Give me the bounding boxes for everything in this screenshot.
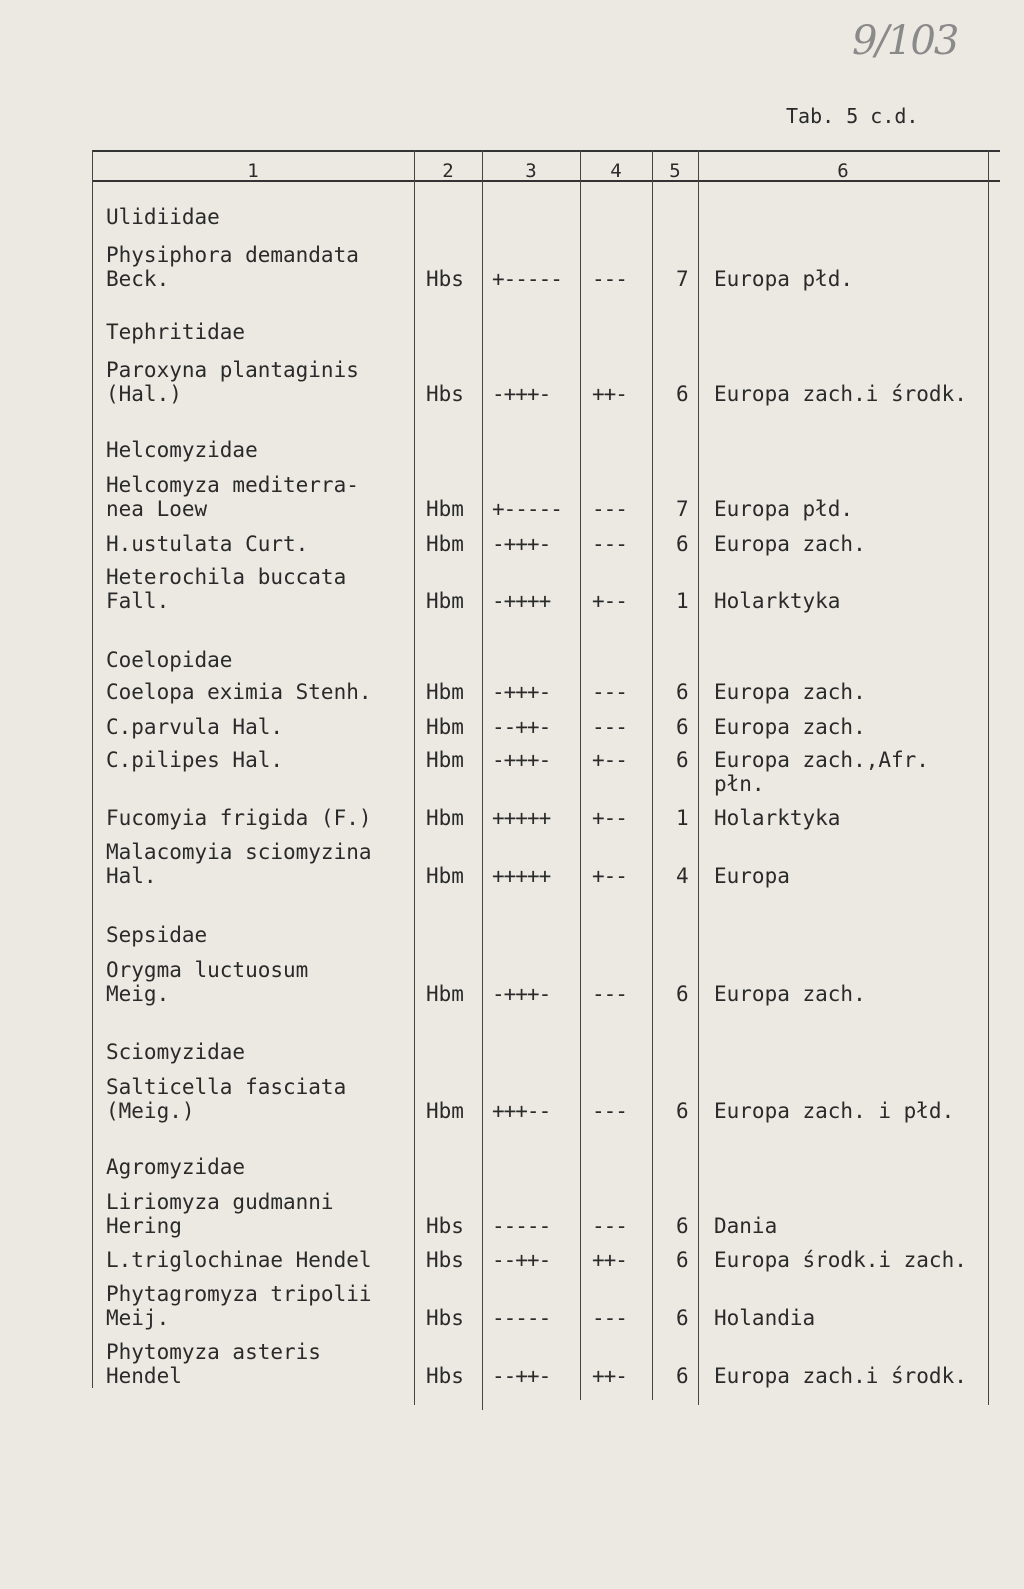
occurrence-pattern-2: --- <box>592 532 627 556</box>
range-code: 6 <box>676 715 689 739</box>
species-author: (Hal.) <box>106 382 182 406</box>
column-header-2: 2 <box>442 160 454 182</box>
occurrence-pattern: +++++ <box>492 864 551 888</box>
col-border-1 <box>414 150 415 1405</box>
species-name: Phytomyza asteris <box>106 1340 321 1364</box>
distribution: Europa zach. <box>714 680 866 704</box>
family-heading: Sepsidae <box>106 923 208 947</box>
species-name: Paroxyna plantaginis <box>106 358 359 382</box>
occurrence-pattern-2: --- <box>592 982 627 1006</box>
col-border-right <box>988 150 989 1405</box>
species-author: Beck. <box>106 267 170 291</box>
occurrence-pattern-2: --- <box>592 680 627 704</box>
family-heading: Sciomyzidae <box>106 1040 246 1064</box>
occurrence-pattern-2: +-- <box>592 864 627 888</box>
table-top-rule <box>92 150 1000 152</box>
species-name: Malacomyia sciomyzina <box>106 840 372 864</box>
habitat-code: Hbs <box>426 1248 464 1272</box>
occurrence-pattern: +++++ <box>492 806 551 830</box>
habitat-code: Hbm <box>426 497 464 521</box>
habitat-code: Hbm <box>426 1099 464 1123</box>
distribution: Europa zach. <box>714 532 866 556</box>
species-name: Helcomyza mediterra- <box>106 473 359 497</box>
occurrence-pattern-2: --- <box>592 1099 627 1123</box>
range-code: 6 <box>676 532 689 556</box>
distribution: Europa zach. <box>714 715 866 739</box>
col-border-3 <box>580 150 581 1400</box>
col-border-left <box>92 150 93 1388</box>
range-code: 6 <box>676 1306 689 1330</box>
range-code: 6 <box>676 1099 689 1123</box>
habitat-code: Hbs <box>426 1214 464 1238</box>
habitat-code: Hbm <box>426 680 464 704</box>
occurrence-pattern-2: +-- <box>592 806 627 830</box>
page-number: 9/103 <box>852 18 958 64</box>
habitat-code: Hbm <box>426 532 464 556</box>
species-author: nea Loew <box>106 497 208 521</box>
column-header-6: 6 <box>837 160 849 182</box>
species-name: H.ustulata Curt. <box>106 532 309 556</box>
occurrence-pattern: +----- <box>492 497 562 521</box>
occurrence-pattern: ----- <box>492 1306 551 1330</box>
species-author: Hering <box>106 1214 182 1238</box>
column-header-3: 3 <box>525 160 537 182</box>
col-border-5 <box>698 150 699 1405</box>
range-code: 6 <box>676 680 689 704</box>
occurrence-pattern: --++- <box>492 1248 551 1272</box>
family-heading: Ulidiidae <box>106 205 220 229</box>
occurrence-pattern-2: --- <box>592 1306 627 1330</box>
distribution: Dania <box>714 1214 778 1238</box>
range-code: 6 <box>676 1364 689 1388</box>
species-name: Heterochila buccata <box>106 565 347 589</box>
species-author: Meij. <box>106 1306 170 1330</box>
occurrence-pattern: -+++- <box>492 382 551 406</box>
habitat-code: Hbs <box>426 382 464 406</box>
occurrence-pattern-2: --- <box>592 497 627 521</box>
occurrence-pattern: --++- <box>492 715 551 739</box>
distribution: Europa <box>714 864 790 888</box>
table-label: Tab. 5 c.d. <box>786 104 919 128</box>
distribution: Europa zach. i płd. <box>714 1099 955 1123</box>
distribution-continued: płn. <box>714 772 765 796</box>
family-heading: Tephritidae <box>106 320 246 344</box>
species-author: Hendel <box>106 1364 182 1388</box>
species-author: Hal. <box>106 864 157 888</box>
species-name: Fucomyia frigida (F.) <box>106 806 372 830</box>
habitat-code: Hbm <box>426 806 464 830</box>
habitat-code: Hbm <box>426 982 464 1006</box>
habitat-code: Hbm <box>426 589 464 613</box>
species-name: L.triglochinae Hendel <box>106 1248 372 1272</box>
species-name: C.parvula Hal. <box>106 715 284 739</box>
occurrence-pattern-2: ++- <box>592 1248 627 1272</box>
family-heading: Coelopidae <box>106 648 233 672</box>
range-code: 6 <box>676 748 689 772</box>
family-heading: Agromyzidae <box>106 1155 246 1179</box>
distribution: Holarktyka <box>714 589 841 613</box>
occurrence-pattern-2: --- <box>592 1214 627 1238</box>
occurrence-pattern-2: --- <box>592 267 627 291</box>
habitat-code: Hbs <box>426 1364 464 1388</box>
species-author: Meig. <box>106 982 170 1006</box>
distribution: Europa zach.i środk. <box>714 1364 967 1388</box>
column-header-1: 1 <box>247 160 259 182</box>
species-author: Fall. <box>106 589 170 613</box>
species-author: (Meig.) <box>106 1099 195 1123</box>
occurrence-pattern: -+++- <box>492 982 551 1006</box>
species-table <box>92 150 1000 1410</box>
range-code: 1 <box>676 806 689 830</box>
habitat-code: Hbs <box>426 1306 464 1330</box>
range-code: 1 <box>676 589 689 613</box>
species-name: Orygma luctuosum <box>106 958 309 982</box>
occurrence-pattern: --++- <box>492 1364 551 1388</box>
range-code: 6 <box>676 1214 689 1238</box>
species-name: Liriomyza gudmanni <box>106 1190 334 1214</box>
occurrence-pattern-2: ++- <box>592 1364 627 1388</box>
habitat-code: Hbm <box>426 748 464 772</box>
occurrence-pattern: ----- <box>492 1214 551 1238</box>
distribution: Europa środk.i zach. <box>714 1248 967 1272</box>
occurrence-pattern: -+++- <box>492 532 551 556</box>
occurrence-pattern: +----- <box>492 267 562 291</box>
distribution: Europa płd. <box>714 267 854 291</box>
distribution: Holandia <box>714 1306 816 1330</box>
distribution: Europa płd. <box>714 497 854 521</box>
column-header-5: 5 <box>669 160 681 182</box>
range-code: 4 <box>676 864 689 888</box>
col-border-4 <box>652 150 653 1400</box>
occurrence-pattern: +++-- <box>492 1099 551 1123</box>
species-name: Salticella fasciata <box>106 1075 347 1099</box>
range-code: 7 <box>676 497 689 521</box>
occurrence-pattern-2: +-- <box>592 748 627 772</box>
distribution: Holarktyka <box>714 806 841 830</box>
distribution: Europa zach. <box>714 982 866 1006</box>
species-name: C.pilipes Hal. <box>106 748 284 772</box>
col-border-2 <box>482 150 483 1410</box>
range-code: 6 <box>676 382 689 406</box>
habitat-code: Hbm <box>426 864 464 888</box>
occurrence-pattern-2: --- <box>592 715 627 739</box>
occurrence-pattern-2: +-- <box>592 589 627 613</box>
species-name: Phytagromyza tripolii <box>106 1282 372 1306</box>
habitat-code: Hbm <box>426 715 464 739</box>
column-header-4: 4 <box>610 160 622 182</box>
range-code: 7 <box>676 267 689 291</box>
distribution: Europa zach.i środk. <box>714 382 967 406</box>
occurrence-pattern-2: ++- <box>592 382 627 406</box>
occurrence-pattern: -++++ <box>492 589 551 613</box>
species-name: Coelopa eximia Stenh. <box>106 680 372 704</box>
distribution: Europa zach.,Afr. <box>714 748 929 772</box>
species-name: Physiphora demandata <box>106 243 359 267</box>
occurrence-pattern: -+++- <box>492 748 551 772</box>
range-code: 6 <box>676 982 689 1006</box>
habitat-code: Hbs <box>426 267 464 291</box>
occurrence-pattern: -+++- <box>492 680 551 704</box>
family-heading: Helcomyzidae <box>106 438 258 462</box>
range-code: 6 <box>676 1248 689 1272</box>
